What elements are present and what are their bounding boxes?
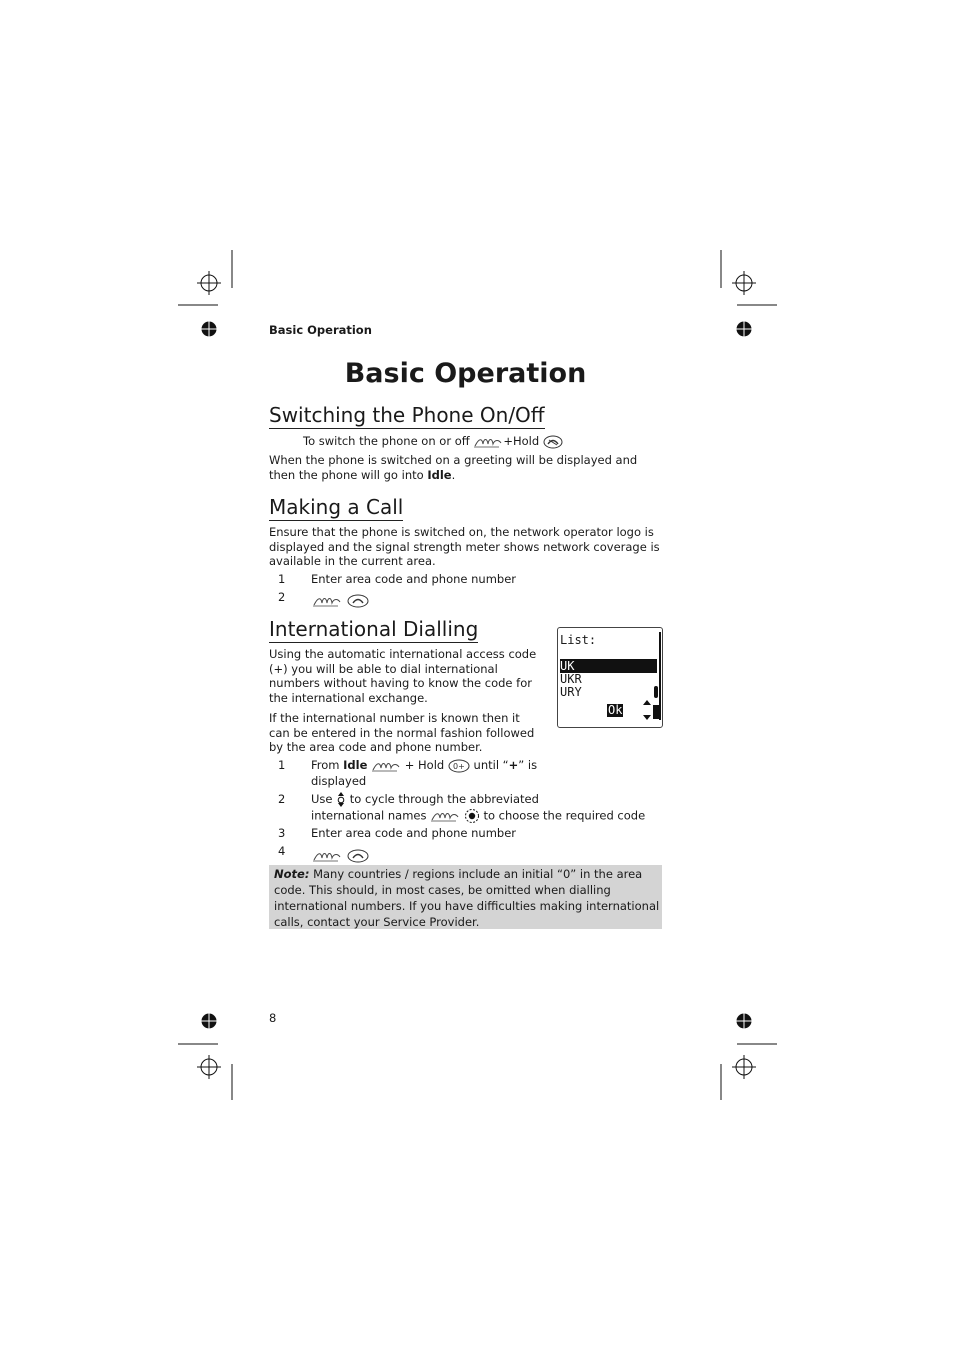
plus-symbol: + [508, 758, 519, 772]
switch-body-text: When the phone is switched on a greeting will be displayed and then the phone will go into [269, 453, 638, 482]
menu-key-icon [371, 759, 401, 773]
zero-plus-key-icon [448, 759, 470, 773]
intl-step-1-line2: displayed [311, 774, 367, 788]
display-scrollbar [659, 632, 661, 720]
intl-step-2-text [311, 792, 539, 807]
step-text: Use [311, 792, 333, 806]
call-key-icon [347, 594, 369, 608]
step-text: until “ [473, 758, 509, 772]
call-step-2-keys [312, 590, 369, 609]
intl-step-1-number: 1 [278, 758, 286, 772]
intl-step-3-number: 3 [278, 826, 286, 840]
call-body: Ensure that the phone is switched on, the network operator logo is displayed and the signal strength meter shows network coverage is available in the current area. [269, 525, 660, 568]
step-text: From [311, 758, 344, 772]
intl-step-4-keys [312, 845, 369, 864]
page-number: 8 [269, 1011, 277, 1025]
display-item-selected: UK [560, 659, 575, 673]
step-text: ” is [518, 758, 538, 772]
intl-step-2-line2 [311, 808, 645, 824]
hold-label: +Hold [503, 434, 540, 448]
switch-body [269, 453, 662, 482]
display-softkey: Ok [608, 703, 623, 717]
switch-instruction [303, 434, 563, 449]
navigation-key-icon [336, 792, 346, 807]
intl-step-4-number: 4 [278, 844, 286, 858]
switch-body-end: . [451, 467, 456, 482]
up-down-arrows-icon [642, 699, 652, 721]
menu-key-icon [430, 809, 460, 823]
intl-step-1-text [311, 758, 537, 773]
step-text: international names [311, 808, 427, 823]
menu-key-icon [473, 435, 503, 449]
intl-para-2: If the international number is known then it can be entered in the normal fashion followed by the area code and phone number. [269, 711, 535, 754]
menu-key-icon [312, 849, 342, 863]
section-call-heading [269, 495, 403, 521]
phone-display [557, 627, 663, 728]
note-label: Note: [274, 867, 310, 881]
display-selection-highlight [560, 659, 657, 673]
display-block [653, 705, 659, 719]
svg-text:0+: 0+ [452, 761, 465, 771]
display-item: URY [560, 685, 582, 699]
call-step-1-text: Enter area code and phone number [311, 572, 517, 586]
call-step-2-number: 2 [278, 590, 286, 604]
switch-instruction-text: To switch the phone on or off [303, 434, 470, 448]
heading-text: International Dialling [269, 617, 479, 641]
call-key-icon [347, 849, 369, 863]
section-intl-heading [269, 617, 478, 643]
note-text [274, 866, 662, 930]
page-title: Basic Operation [344, 358, 587, 389]
step-text: to choose the required code [483, 808, 646, 823]
intl-step-3-text: Enter area code and phone number [311, 826, 517, 840]
display-scroll-thumb [654, 686, 658, 698]
section-switching-heading [269, 403, 545, 429]
step-text: + Hold [404, 758, 445, 772]
running-header: Basic Operation [269, 323, 372, 337]
intl-step-2-number: 2 [278, 792, 286, 806]
intl-para-1: Using the automatic international access code (+) you will be able to dial international numbers without having to know the code for the international exchange. [269, 647, 537, 705]
idle-term: Idle [343, 758, 368, 772]
heading-text: Making a Call [269, 495, 404, 519]
display-title: List: [560, 633, 597, 647]
call-step-1-number: 1 [278, 572, 286, 586]
step-text: to cycle through the abbreviated [349, 792, 539, 806]
menu-key-icon [312, 594, 342, 608]
end-call-key-icon [543, 435, 563, 449]
idle-term: Idle [427, 467, 452, 482]
heading-text: Switching the Phone On/Off [269, 403, 545, 427]
note-body: Many countries / regions include an initial “0” in the area code. This should, in most cases, be omitted when dialling international numbers. If you have difficulties making international calls, contact your Service Provider. [274, 867, 660, 929]
select-key-icon [464, 808, 480, 824]
display-item: UKR [560, 672, 582, 686]
